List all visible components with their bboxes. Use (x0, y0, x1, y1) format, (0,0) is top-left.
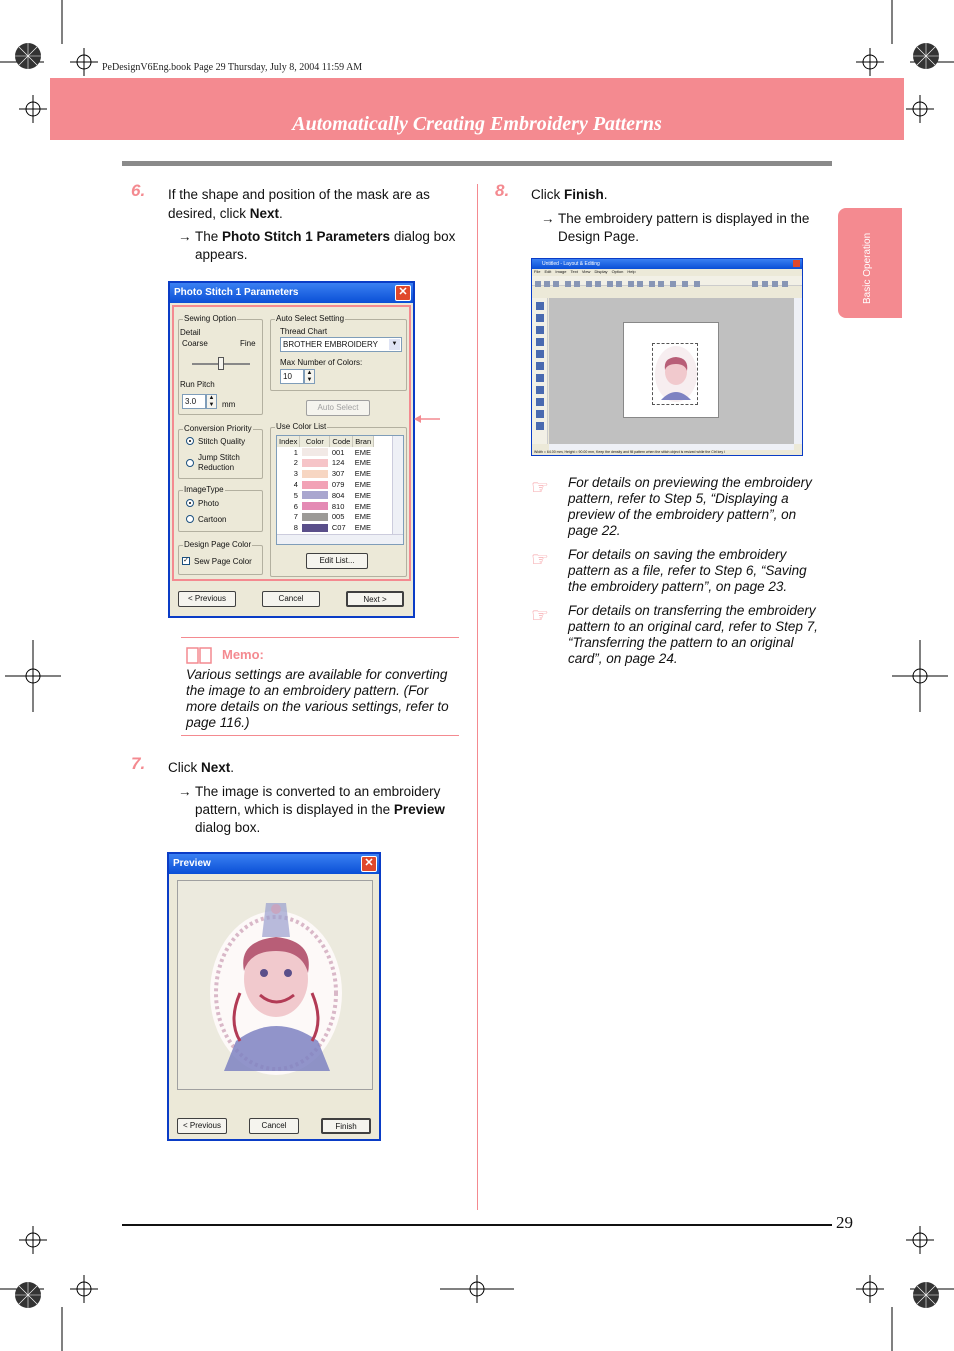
image-type-group (178, 485, 263, 532)
color-brand: EME (354, 512, 372, 522)
design-page-color-label: Design Page Color (184, 540, 252, 549)
footer-rule (122, 1224, 832, 1226)
coarse-label: Coarse (182, 339, 208, 348)
design-page[interactable] (623, 322, 719, 418)
page-number: 29 (836, 1213, 853, 1232)
menu-item[interactable]: Option (611, 269, 624, 274)
memo-box (181, 637, 459, 736)
color-list-row[interactable] (277, 512, 374, 523)
step-8-text: Click Finish. (531, 187, 608, 202)
previous-button[interactable]: < Previous (178, 591, 236, 607)
app-title: Untitled - Layout & Editing (542, 261, 600, 267)
color-swatch (302, 481, 328, 489)
memo-text: Various settings are available for converting the image to an embroidery pattern. (For more details on the various settings, refer to page 116.) (186, 667, 449, 730)
design-area (549, 298, 794, 444)
color-index: 5 (293, 490, 298, 500)
step-7-number: 7. (131, 754, 146, 773)
app-close-icon[interactable] (793, 260, 800, 267)
sewing-option-label: Sewing Option (184, 314, 237, 323)
color-index: 7 (293, 512, 298, 522)
preview-cancel-button[interactable]: Cancel (249, 1118, 299, 1134)
color-swatch-cell (300, 479, 330, 490)
color-swatch (302, 459, 328, 467)
color-list-hscrollbar[interactable] (277, 534, 403, 544)
color-list-column-header[interactable]: Bran (353, 436, 374, 447)
reference-1-icon: ☞ (531, 477, 549, 499)
detail-slider-thumb[interactable] (218, 357, 224, 370)
edit-list-button[interactable]: Edit List... (306, 553, 368, 569)
color-index: 3 (293, 469, 298, 479)
layout-editing-window (531, 258, 803, 456)
conversion-priority-label: Conversion Priority (184, 424, 252, 433)
thread-chart-label: Thread Chart (280, 327, 328, 336)
title-rule (122, 161, 832, 166)
color-swatch (302, 470, 328, 478)
reference-2-icon: ☞ (531, 549, 549, 571)
step-6-number: 6. (131, 181, 146, 200)
jump-stitch-label-2: Reduction (198, 463, 235, 472)
run-pitch-input[interactable]: 3.0 (182, 394, 206, 409)
sew-page-color-label: Sew Page Color (194, 557, 252, 566)
memo-title: Memo: (222, 647, 264, 662)
color-list-row[interactable] (277, 447, 374, 458)
fine-label: Fine (240, 339, 256, 348)
color-index: 8 (293, 523, 298, 533)
color-list[interactable] (276, 435, 404, 545)
color-brand: EME (354, 480, 372, 490)
color-list-row[interactable] (277, 490, 374, 501)
next-button[interactable]: Next > (346, 591, 404, 607)
color-index: 6 (293, 501, 298, 511)
toolbar-icons[interactable] (532, 279, 803, 289)
color-code: 005 (331, 512, 345, 522)
reference-3-icon: ☞ (531, 605, 549, 627)
step-8-number: 8. (495, 181, 510, 200)
menu-item[interactable]: File (534, 269, 541, 274)
color-brand: EME (354, 469, 372, 479)
dialog-title: Photo Stitch 1 Parameters (174, 287, 299, 298)
preview-previous-button[interactable]: < Previous (177, 1118, 227, 1134)
detail-label: Detail (180, 328, 201, 337)
color-list-column-header[interactable]: Color (300, 436, 330, 447)
stitch-quality-label: Stitch Quality (198, 437, 246, 446)
book-icon (186, 646, 212, 664)
cancel-button[interactable]: Cancel (262, 591, 320, 607)
cartoon-radio[interactable] (186, 515, 194, 523)
run-pitch-label: Run Pitch (180, 380, 215, 389)
color-swatch-cell (300, 447, 330, 458)
side-tab-label: Basic Operation (862, 232, 873, 304)
max-colors-input[interactable]: 10 (280, 369, 304, 384)
color-index: 4 (293, 480, 298, 490)
color-list-row[interactable] (277, 458, 374, 469)
photo-radio[interactable] (186, 499, 194, 507)
menu-item[interactable]: Text (570, 269, 578, 274)
color-list-row[interactable] (277, 501, 374, 512)
color-code: 079 (331, 480, 345, 490)
color-brand: EME (354, 523, 372, 533)
design-vscrollbar[interactable] (794, 298, 803, 444)
app-titlebar (532, 259, 802, 269)
color-index: 1 (293, 447, 298, 457)
chevron-down-icon[interactable]: ▼ (389, 339, 400, 350)
cartoon-label: Cartoon (198, 515, 227, 524)
reference-2-text: For details on saving the embroidery pattern as a file, refer to Step 6, “Saving the embroidery pattern”, on page 23. (568, 547, 807, 594)
color-swatch (302, 502, 328, 510)
color-code: 804 (331, 490, 345, 500)
preview-close-button[interactable]: ✕ (361, 856, 377, 872)
close-button[interactable]: ✕ (395, 285, 411, 301)
menu-item[interactable]: Display (594, 269, 608, 274)
color-code: 307 (331, 469, 345, 479)
color-code: 124 (331, 458, 345, 468)
max-colors-spinner[interactable]: ▲ ▼ (304, 369, 315, 384)
color-swatch (302, 491, 328, 499)
title-banner (50, 78, 904, 140)
color-brand: EME (354, 447, 372, 457)
image-type-label: ImageType (184, 485, 224, 494)
stitch-quality-radio[interactable] (186, 437, 194, 445)
column-divider (477, 184, 478, 1210)
preview-title: Preview (173, 858, 211, 869)
step-7-text: Click Next. (168, 760, 235, 775)
step-8-result: → The embroidery pattern is displayed in the Design Page. (541, 211, 810, 244)
app-statusbar: Width = 64.00 mm, Height = 90.00 mm, Keep the density and fill pattern when the stitch object is resized while the Ctrl key i (534, 450, 725, 454)
pointer-arrow (414, 413, 442, 425)
dialog-titlebar (170, 283, 413, 303)
jump-stitch-label-1: Jump Stitch (198, 453, 240, 462)
jump-stitch-radio[interactable] (186, 459, 194, 467)
color-brand: EME (354, 501, 372, 511)
color-brand: EME (354, 490, 372, 500)
reference-1-text: For details on previewing the embroidery pattern, refer to Step 5, “Displaying a preview of the embroidery pattern”, on page 22. (568, 475, 812, 538)
color-list-column-header[interactable]: Index (277, 436, 300, 447)
color-swatch (302, 513, 328, 521)
menu-item[interactable]: Edit (544, 269, 552, 274)
sew-page-color-checkbox[interactable]: ✓ (183, 557, 189, 564)
color-brand: EME (354, 458, 372, 468)
menu-item[interactable]: Help (627, 269, 636, 274)
color-list-column-header[interactable]: Code (330, 436, 353, 447)
embroidery-preview-image (178, 881, 374, 1091)
color-list-row[interactable] (277, 522, 374, 533)
pattern-thumbnail (653, 344, 699, 406)
pattern-selection[interactable] (652, 343, 698, 405)
mm-label: mm (222, 400, 236, 409)
menu-item[interactable]: View (581, 269, 591, 274)
book-info: PeDesignV6Eng.book Page 29 Thursday, July 8, 2004 11:59 AM (102, 62, 363, 73)
color-code: 001 (331, 447, 345, 457)
step-6-text: If the shape and position of the mask are as desired, click Next. (168, 187, 430, 221)
app-menubar (532, 269, 802, 276)
photo-stitch-parameters-dialog (168, 281, 415, 618)
step-7-result: → The image is converted to an embroidery pattern, which is displayed in the Preview dialog box. (178, 784, 445, 835)
thread-chart-select[interactable] (280, 337, 402, 352)
preview-dialog (167, 852, 381, 1141)
reference-3-text: For details on transferring the embroidery pattern to an original card, refer to Step 7, “Transferring the pattern to an original card”, on page 24. (568, 603, 818, 666)
color-swatch-cell (300, 458, 330, 469)
tool-icons[interactable] (532, 298, 548, 444)
use-color-list-label: Use Color List (276, 422, 327, 431)
color-table (277, 436, 374, 533)
color-swatch-cell (300, 501, 330, 512)
preview-canvas (177, 880, 373, 1090)
step-6-result: → The Photo Stitch 1 Parameters dialog box appears. (178, 229, 456, 262)
color-swatch-cell (300, 468, 330, 479)
auto-select-label: Auto Select Setting (276, 314, 345, 323)
color-list-vscrollbar[interactable] (392, 436, 403, 544)
color-code: 810 (331, 501, 345, 511)
thread-chart-value: BROTHER EMBROIDERY (283, 340, 378, 349)
color-list-row[interactable] (277, 479, 374, 490)
color-swatch (302, 524, 328, 532)
color-list-row[interactable] (277, 468, 374, 479)
preview-titlebar (169, 854, 379, 874)
color-index: 2 (293, 458, 298, 468)
color-swatch-cell (300, 522, 330, 533)
page-title: Automatically Creating Embroidery Patterns (292, 113, 662, 135)
color-swatch-cell (300, 512, 330, 523)
side-tab (838, 208, 902, 318)
photo-label: Photo (198, 499, 219, 508)
finish-button[interactable]: Finish (321, 1118, 371, 1134)
color-code: C07 (331, 523, 346, 533)
color-swatch (302, 448, 328, 456)
app-tool-palette[interactable] (532, 298, 548, 444)
app-toolbar (532, 276, 802, 286)
auto-select-button[interactable]: Auto Select (306, 400, 370, 416)
color-swatch-cell (300, 490, 330, 501)
run-pitch-spinner[interactable]: ▲ ▼ (206, 394, 217, 409)
max-colors-label: Max Number of Colors: (280, 358, 363, 367)
menu-item[interactable]: Image (555, 269, 567, 274)
